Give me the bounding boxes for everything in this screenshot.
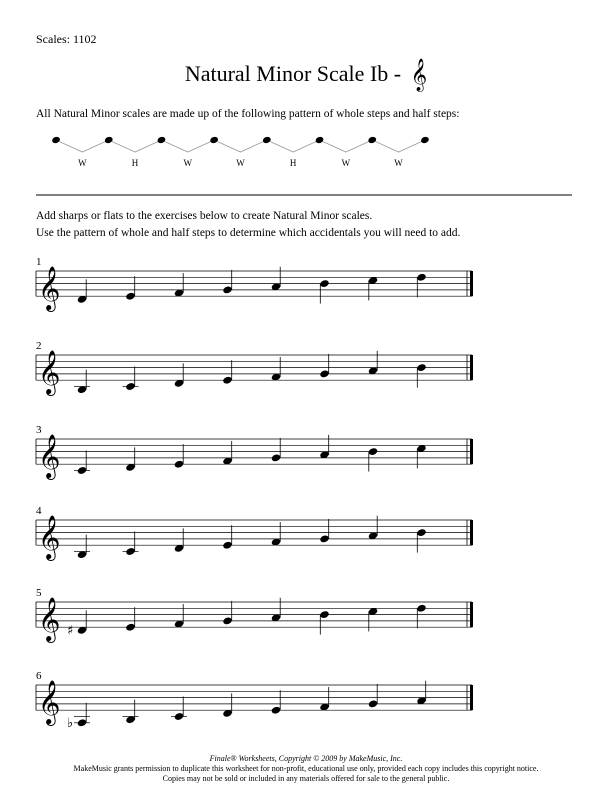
note bbox=[77, 279, 87, 304]
exercise-staff bbox=[36, 340, 473, 396]
step-label: W bbox=[183, 158, 192, 168]
footer-line-2: MakeMusic grants permission to duplicate this worksheet for non-profit, educational use only, provided each copy includes this copyright notice. bbox=[73, 764, 539, 773]
note bbox=[319, 687, 329, 712]
note bbox=[271, 267, 281, 292]
note-head bbox=[174, 460, 184, 469]
final-barline-thick bbox=[470, 602, 473, 627]
treble-clef-icon: 𝄞 bbox=[38, 515, 61, 560]
note bbox=[271, 438, 281, 463]
treble-clef-icon: 𝄞 bbox=[38, 597, 61, 642]
note bbox=[368, 447, 378, 472]
note-head bbox=[222, 616, 232, 625]
exercise-number: 2 bbox=[36, 340, 42, 352]
exercise-number: 4 bbox=[36, 505, 42, 517]
note-head bbox=[368, 447, 378, 456]
note bbox=[67, 703, 90, 731]
note bbox=[123, 532, 139, 557]
note-head bbox=[319, 610, 329, 619]
worksheet-label: Scales: 1102 bbox=[36, 32, 97, 46]
note bbox=[222, 601, 232, 626]
note-head bbox=[271, 706, 281, 715]
step-label: W bbox=[394, 158, 403, 168]
note bbox=[123, 700, 139, 725]
step-label: H bbox=[131, 158, 139, 168]
note bbox=[271, 357, 281, 382]
note-head bbox=[222, 541, 232, 550]
note bbox=[368, 516, 378, 541]
instruction-line-1: Add sharps or flats to the exercises below to create Natural Minor scales. bbox=[36, 210, 373, 222]
note bbox=[222, 270, 232, 295]
note bbox=[125, 607, 135, 632]
note-head bbox=[125, 547, 135, 556]
step-label: W bbox=[341, 158, 351, 168]
exercise-number: 5 bbox=[36, 587, 42, 599]
note bbox=[222, 693, 232, 718]
note bbox=[174, 528, 184, 553]
final-barline-thick bbox=[470, 520, 473, 545]
treble-clef-icon: 𝄞 bbox=[38, 680, 61, 725]
note bbox=[416, 273, 426, 298]
treble-clef-icon: 𝄞 bbox=[38, 350, 61, 395]
note-head bbox=[125, 382, 135, 391]
note bbox=[125, 447, 135, 472]
note-head bbox=[416, 528, 426, 537]
instruction-line-2: Use the pattern of whole and half steps to determine which accidentals you will need to add. bbox=[36, 227, 461, 239]
final-barline-thick bbox=[470, 439, 473, 464]
note bbox=[319, 354, 329, 379]
title-text: Natural Minor Scale Ib - bbox=[184, 61, 407, 86]
note-head bbox=[416, 273, 426, 282]
note bbox=[368, 276, 378, 301]
note-head bbox=[368, 699, 378, 708]
note bbox=[368, 351, 378, 376]
footer-line-3: Copies may not be sold or included in any materials offered for sale to the general public. bbox=[162, 774, 450, 783]
note-head bbox=[319, 534, 329, 543]
note-head bbox=[77, 718, 87, 727]
note bbox=[416, 604, 426, 629]
note bbox=[416, 528, 426, 553]
note bbox=[271, 598, 281, 623]
note bbox=[319, 279, 329, 304]
note-head bbox=[416, 604, 426, 613]
note bbox=[123, 367, 139, 392]
note-head bbox=[77, 466, 87, 475]
exercise-number: 3 bbox=[36, 424, 42, 436]
final-barline-thick bbox=[470, 271, 473, 296]
note bbox=[222, 525, 232, 550]
sharp-icon: ♯ bbox=[67, 623, 74, 639]
note bbox=[174, 363, 184, 388]
note bbox=[319, 519, 329, 544]
note-head bbox=[222, 285, 232, 294]
exercise-staff bbox=[36, 587, 473, 643]
note-head bbox=[125, 623, 135, 632]
final-barline-thick bbox=[470, 685, 473, 710]
note bbox=[271, 522, 281, 547]
note bbox=[174, 604, 184, 629]
note bbox=[416, 363, 426, 388]
note bbox=[74, 535, 90, 560]
exercise-staff bbox=[36, 256, 473, 312]
note bbox=[319, 610, 329, 635]
final-barline-thick bbox=[470, 355, 473, 380]
note bbox=[368, 607, 378, 632]
note bbox=[368, 684, 378, 709]
note-head bbox=[222, 376, 232, 385]
note-head bbox=[416, 363, 426, 372]
note bbox=[222, 360, 232, 385]
intro-text: All Natural Minor scales are made up of the following pattern of whole steps and half steps: bbox=[36, 108, 460, 120]
note bbox=[74, 370, 90, 395]
step-label: H bbox=[289, 158, 297, 168]
note bbox=[416, 444, 426, 469]
treble-clef-icon: 𝄞 bbox=[38, 434, 61, 479]
treble-clef-icon: 𝄞 bbox=[38, 266, 61, 311]
exercise-number: 1 bbox=[36, 256, 42, 268]
note bbox=[125, 276, 135, 301]
note bbox=[174, 273, 184, 298]
note bbox=[416, 681, 426, 706]
note bbox=[171, 697, 187, 722]
note bbox=[74, 451, 90, 476]
copyright-footer bbox=[0, 754, 612, 784]
note bbox=[174, 444, 184, 469]
treble-clef-icon: 𝄞 bbox=[410, 58, 428, 91]
note bbox=[319, 435, 329, 460]
exercise-staff bbox=[36, 505, 473, 561]
note-head bbox=[319, 369, 329, 378]
note-head bbox=[174, 712, 184, 721]
footer-line-1: Finale® Worksheets, Copyright © 2009 by MakeMusic, Inc. bbox=[209, 754, 403, 763]
flat-icon: ♭ bbox=[67, 715, 74, 731]
step-label: W bbox=[78, 158, 87, 168]
exercise-staff bbox=[36, 670, 473, 731]
note-head bbox=[271, 453, 281, 462]
note-head bbox=[125, 292, 135, 301]
note-head bbox=[319, 279, 329, 288]
note bbox=[271, 690, 281, 715]
exercise-number: 6 bbox=[36, 670, 42, 682]
note bbox=[222, 441, 232, 466]
step-label: W bbox=[236, 158, 245, 168]
exercise-staff bbox=[36, 424, 473, 480]
